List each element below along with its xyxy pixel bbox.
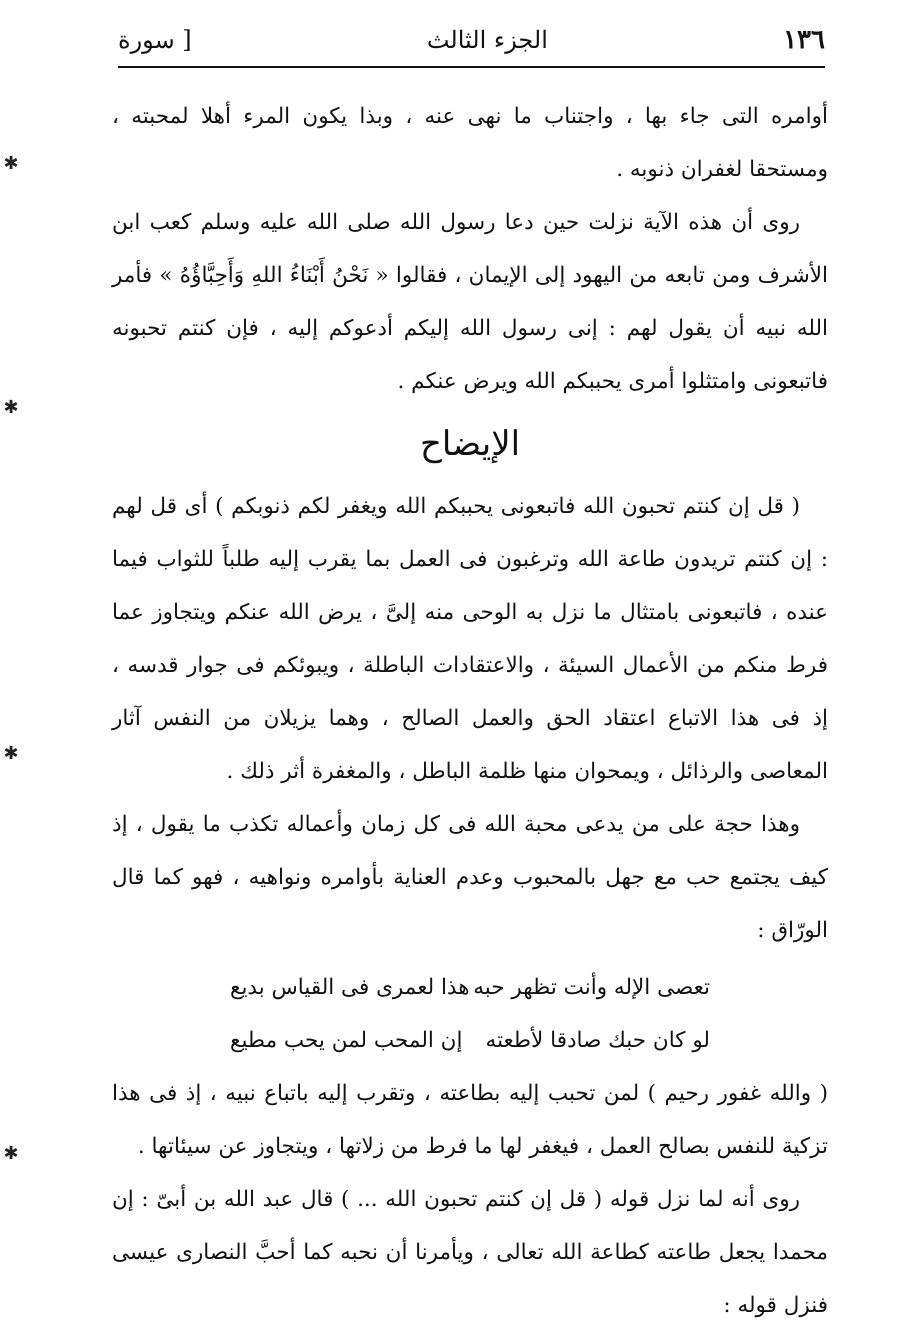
page-header bbox=[118, 18, 825, 62]
poem bbox=[230, 961, 710, 1067]
paragraph: ( والله غفور رحيم ) لمن تحبب إليه بطاعته ، وتقرب إليه باتباع نبيه ، إذ فى هذا تزكية للنفس بصالح العمل ، فيغفر لها ما فرط من زلاتها ، ويتجاوز عن سيئاتها . bbox=[112, 1081, 828, 1159]
verse-second-hemistich: هذا لعمرى فى القياس بديع bbox=[230, 975, 470, 1000]
page-number: ١٣٦ bbox=[783, 25, 825, 55]
paragraph: وهذا حجة على من يدعى محبة الله فى كل زمان وأعماله تكذب ما يقول ، إذ كيف يجتمع حب مع جهل بالمحبوب وعدم العناية بأوامره ونواهيه ، فهو كما قال الورّاق : bbox=[112, 812, 828, 943]
margin-ornament-icon: ✱ bbox=[3, 1142, 19, 1164]
poem-verse bbox=[230, 961, 710, 1014]
paragraph: روى أن هذه الآية نزلت حين دعا رسول الله صلى الله عليه وسلم كعب ابن الأشرف ومن تابعه من اليهود إلى الإيمان ، فقالوا « نَحْنُ أَبْنَاءُ اللهِ وَأَحِبَّاؤُهُ » فأمر الله نبيه أن يقول لهم : إنى رسول الله إليكم أدعوكم إليه ، فإن كنتم تحبونه فاتبعونى وامتثلوا أمرى يحببكم الله ويرض عنكم . bbox=[112, 210, 828, 394]
verse-second-hemistich: إن المحب لمن يحب مطيع bbox=[230, 1028, 463, 1053]
poem-verse bbox=[230, 1014, 710, 1067]
section-title: الإيضاح bbox=[419, 424, 521, 464]
verse-first-hemistich: لو كان حبك صادقا لأطعته bbox=[485, 1028, 710, 1053]
surah-label: [ سورة bbox=[118, 26, 192, 54]
header-rule bbox=[118, 66, 825, 68]
paragraph: ( قل إن كنتم تحبون الله فاتبعونى يحببكم الله ويغفر لكم ذنوبكم ) أى قل لهم : إن كنتم تريدون طاعة الله وترغبون فى العمل بما يقرب إليه طلباً للثواب فيما عنده ، فاتبعونى بامتثال ما نزل به الوحى منه إلىَّ ، يرض الله عنكم ويتجاوز عما فرط منكم من الأعمال السيئة ، والاعتقادات الباطلة ، ويبوئكم فى جوار قدسه ، إذ فى هذا الاتباع اعتقاد الحق والعمل الصالح ، وهما يزيلان من النفس آثار المعاصى والرذائل ، ويمحوان منها ظلمة الباطل ، والمغفرة أثر ذلك . bbox=[112, 494, 828, 784]
paragraph: أوامره التى جاء بها ، واجتناب ما نهى عنه ، وبذا يكون المرء أهلا لمحبته ، ومستحقا لغفران ذنوبه . bbox=[112, 104, 828, 182]
verse-first-hemistich: تعصى الإله وأنت تظهر حبه bbox=[473, 975, 710, 1000]
margin-ornament-icon: ✱ bbox=[3, 742, 19, 764]
part-title: الجزء الثالث bbox=[426, 26, 548, 54]
paragraph: روى أنه لما نزل قوله ( قل إن كنتم تحبون الله ... ) قال عبد الله بن أبىّ : إن محمدا يجعل طاعته كطاعة الله تعالى ، ويأمرنا أن نحبه كما أحبَّ النصارى عيسى فنزل قوله : bbox=[112, 1187, 828, 1318]
margin-ornament-icon: ✱ bbox=[3, 152, 19, 174]
body-text bbox=[112, 90, 828, 1332]
margin-ornament-icon: ✱ bbox=[3, 396, 19, 418]
